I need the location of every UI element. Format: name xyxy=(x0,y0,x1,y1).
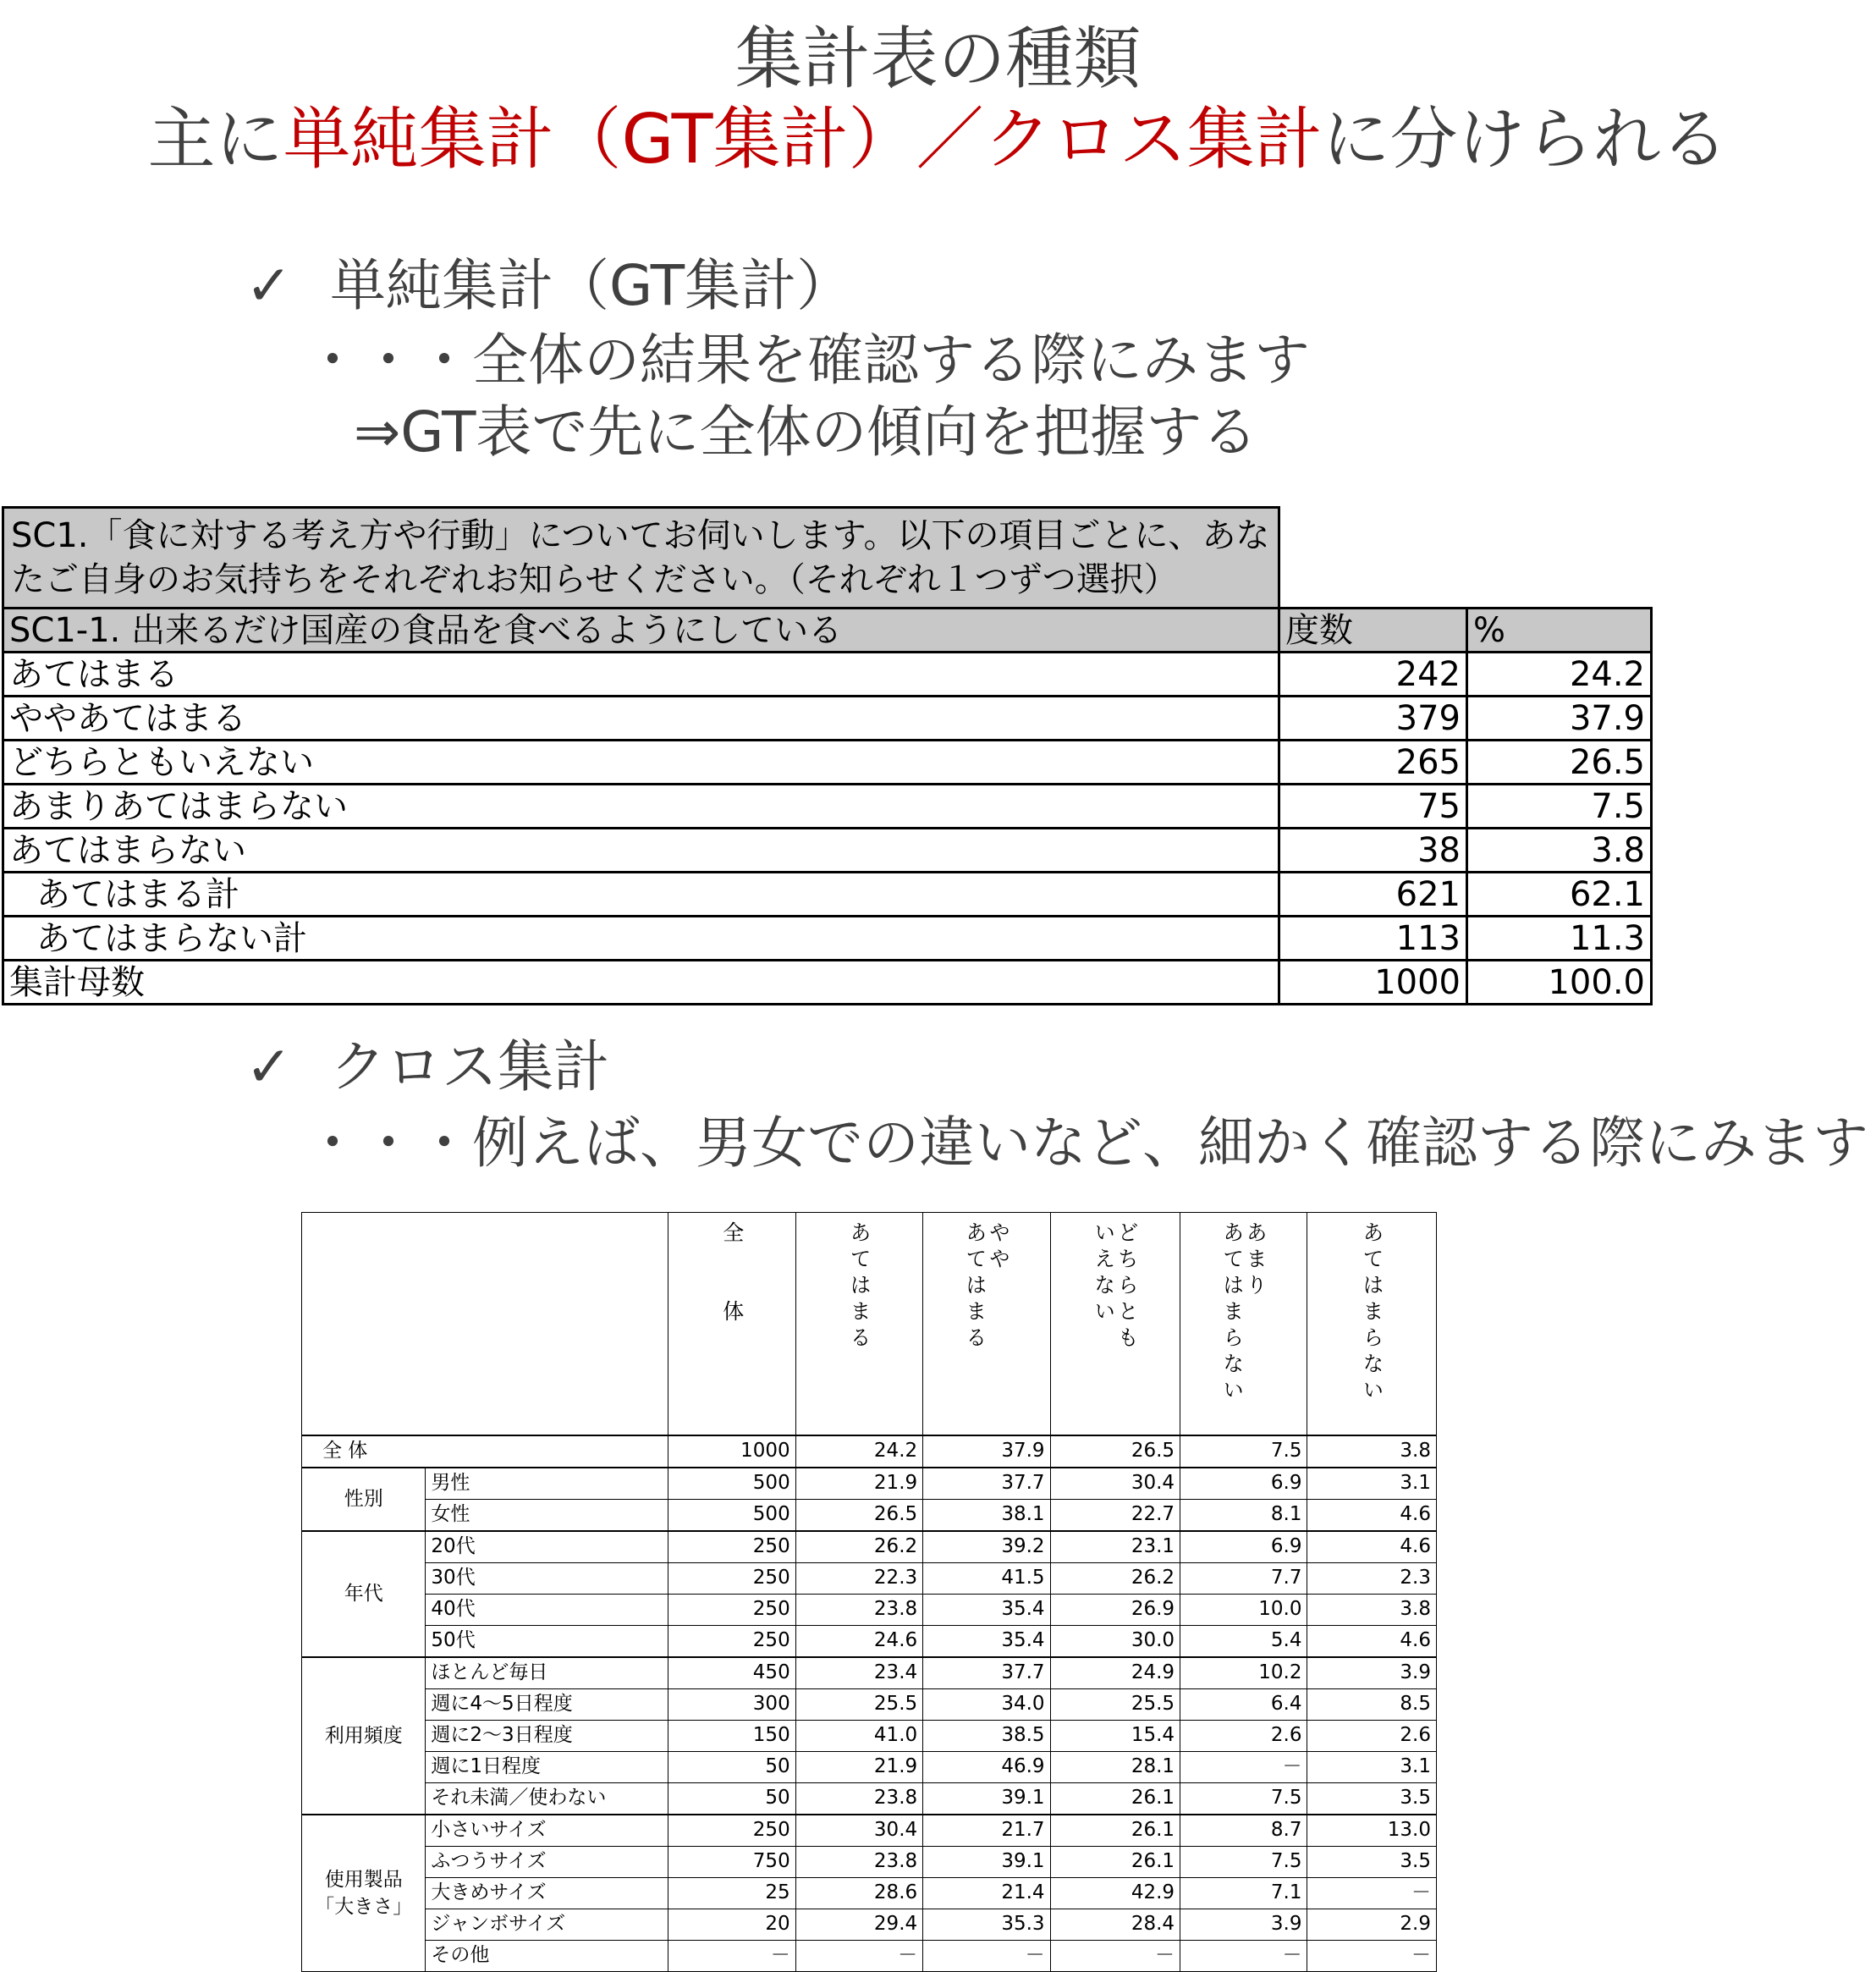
gt-row-label: ややあてはまる xyxy=(3,697,1279,741)
cross-row-value: － xyxy=(668,1941,795,1972)
cross-row-value: 38.1 xyxy=(923,1500,1050,1532)
cross-row-value: 3.5 xyxy=(1307,1783,1437,1815)
cross-total-value: 26.5 xyxy=(1050,1435,1180,1468)
cross-row-value: 6.9 xyxy=(1180,1531,1307,1563)
table-row xyxy=(302,1563,1437,1595)
gt-row-count: 38 xyxy=(1279,829,1467,873)
cross-row-value: 3.1 xyxy=(1307,1468,1437,1500)
cross-group-label: 性別 xyxy=(302,1468,426,1531)
gt-row-label: あてはまる xyxy=(3,653,1279,697)
cross-row-value: 35.4 xyxy=(923,1595,1050,1626)
table-row xyxy=(302,1909,1437,1941)
gt-row-count: 1000 xyxy=(1279,961,1467,1005)
cross-row-value: 5.4 xyxy=(1180,1626,1307,1658)
cross-row-value: 34.0 xyxy=(923,1689,1050,1721)
cross-row-value: 21.7 xyxy=(923,1815,1050,1847)
cross-row-value: 28.6 xyxy=(795,1878,922,1909)
cross-row-value: 10.2 xyxy=(1180,1657,1307,1689)
cross-row-value: 21.9 xyxy=(795,1468,922,1500)
cross-row-value: 23.8 xyxy=(795,1783,922,1815)
cross-row-label: 20代 xyxy=(426,1531,668,1563)
cross-row-label: それ未満／使わない xyxy=(426,1783,668,1815)
subtitle-highlight: 単純集計（GT集計）／クロス集計 xyxy=(283,100,1323,179)
cross-row-value: 250 xyxy=(668,1815,795,1847)
cross-col-header-text: あてはまらない xyxy=(1359,1221,1384,1405)
cross-row-value: 4.6 xyxy=(1307,1531,1437,1563)
cross-row-value: 41.5 xyxy=(923,1563,1050,1595)
cross-row-label: 30代 xyxy=(426,1563,668,1595)
cross-row-value: 21.9 xyxy=(795,1752,922,1783)
table-row xyxy=(3,741,1652,785)
cross-row-value: 25 xyxy=(668,1878,795,1909)
cross-row-value: 6.9 xyxy=(1180,1468,1307,1500)
cross-row-value: 22.3 xyxy=(795,1563,922,1595)
cross-row-value: 250 xyxy=(668,1563,795,1595)
cross-row-value: 2.9 xyxy=(1307,1909,1437,1941)
table-row xyxy=(302,1721,1437,1752)
cross-row-value: 22.7 xyxy=(1050,1500,1180,1532)
cross-row-value: 7.1 xyxy=(1180,1878,1307,1909)
cross-header-blank xyxy=(302,1213,668,1436)
cross-row-label: 週に4～5日程度 xyxy=(426,1689,668,1721)
cross-row-value: 26.2 xyxy=(795,1531,922,1563)
cross-row-value: 4.6 xyxy=(1307,1626,1437,1658)
cross-row-value: － xyxy=(923,1941,1050,1972)
cross-row-value: 38.5 xyxy=(923,1721,1050,1752)
checkmark-icon: ✓ xyxy=(245,253,293,318)
cross-row-value: 26.9 xyxy=(1050,1595,1180,1626)
gt-row-label: あてはまらない xyxy=(3,829,1279,873)
cross-row-value: 500 xyxy=(668,1500,795,1532)
table-row xyxy=(3,829,1652,873)
cross-row-value: 150 xyxy=(668,1721,795,1752)
gt-row-pct: 62.1 xyxy=(1467,873,1652,917)
cross-row-value: 50 xyxy=(668,1752,795,1783)
gt-question-row xyxy=(3,508,1652,609)
cross-row-value: 21.4 xyxy=(923,1878,1050,1909)
cross-row-value: 23.4 xyxy=(795,1657,922,1689)
cross-line1: ・・・例えば、男女での違いなど、細かく確認する際にみます xyxy=(305,1110,1868,1176)
table-row xyxy=(3,873,1652,917)
gt-col-count: 度数 xyxy=(1279,609,1467,653)
cross-col-header-text: どちらとも いえない xyxy=(1091,1221,1140,1352)
cross-total-value: 1000 xyxy=(668,1435,795,1468)
cross-group-label: 利用頻度 xyxy=(302,1657,426,1815)
cross-row-value: 500 xyxy=(668,1468,795,1500)
page-title: 集計表の種類 xyxy=(734,19,1142,98)
cross-total-row xyxy=(302,1435,1437,1468)
cross-row-label: ほとんど毎日 xyxy=(426,1657,668,1689)
gt-row-count: 379 xyxy=(1279,697,1467,741)
table-row xyxy=(302,1878,1437,1909)
cross-row-value: 35.3 xyxy=(923,1909,1050,1941)
gt-row-label: 集計母数 xyxy=(3,961,1279,1005)
page-subtitle xyxy=(0,100,1876,179)
cross-row-value: 8.5 xyxy=(1307,1689,1437,1721)
cross-total-value: 24.2 xyxy=(795,1435,922,1468)
cross-row-value: 20 xyxy=(668,1909,795,1941)
table-row xyxy=(302,1815,1437,1847)
table-row xyxy=(3,917,1652,961)
cross-row-value: － xyxy=(1180,1752,1307,1783)
cross-row-value: 7.5 xyxy=(1180,1783,1307,1815)
table-row xyxy=(3,653,1652,697)
gt-question: SC1.「食に対する考え方や行動」についてお伺いします。以下の項目ごとに、あなたご自身のお気持ちをそれぞれお知らせください。（それぞれ１つずつ選択） xyxy=(3,508,1279,609)
cross-row-label: 女性 xyxy=(426,1500,668,1532)
cross-row-value: 25.5 xyxy=(795,1689,922,1721)
gt-row-label: あてはまる計 xyxy=(3,873,1279,917)
table-row xyxy=(302,1468,1437,1500)
subtitle-suffix: に分けられる xyxy=(1322,100,1729,179)
table-row xyxy=(302,1626,1437,1658)
cross-row-value: 8.1 xyxy=(1180,1500,1307,1532)
cross-row-value: 250 xyxy=(668,1531,795,1563)
cross-row-value: 750 xyxy=(668,1847,795,1878)
table-row xyxy=(302,1595,1437,1626)
gt-item: SC1-1. 出来るだけ国産の食品を食べるようにしている xyxy=(3,609,1279,653)
table-row xyxy=(302,1847,1437,1878)
table-row xyxy=(302,1657,1437,1689)
gt-heading xyxy=(245,253,853,318)
cross-row-value: 8.7 xyxy=(1180,1815,1307,1847)
gt-col-pct: % xyxy=(1467,609,1652,653)
gt-row-label: あまりあてはまらない xyxy=(3,785,1279,829)
cross-row-value: 26.5 xyxy=(795,1500,922,1532)
subtitle-prefix: 主に xyxy=(147,100,283,179)
table-row xyxy=(302,1783,1437,1815)
cross-row-label: ふつうサイズ xyxy=(426,1847,668,1878)
gt-header-row xyxy=(3,609,1652,653)
gt-heading-text: 単純集計（GT集計） xyxy=(330,253,853,318)
cross-row-value: 46.9 xyxy=(923,1752,1050,1783)
cross-row-value: 26.2 xyxy=(1050,1563,1180,1595)
cross-row-label: その他 xyxy=(426,1941,668,1972)
cross-row-value: 3.9 xyxy=(1307,1657,1437,1689)
cross-row-value: 3.9 xyxy=(1180,1909,1307,1941)
cross-row-value: － xyxy=(795,1941,922,1972)
cross-row-value: 23.8 xyxy=(795,1847,922,1878)
cross-row-value: 30.4 xyxy=(1050,1468,1180,1500)
gt-row-pct: 24.2 xyxy=(1467,653,1652,697)
cross-row-value: － xyxy=(1050,1941,1180,1972)
cross-row-value: 26.1 xyxy=(1050,1783,1180,1815)
gt-row-label: あてはまらない計 xyxy=(3,917,1279,961)
cross-row-value: 6.4 xyxy=(1180,1689,1307,1721)
cross-table xyxy=(301,1212,1437,1972)
cross-row-value: 2.6 xyxy=(1180,1721,1307,1752)
table-row xyxy=(302,1531,1437,1563)
cross-row-value: 3.8 xyxy=(1307,1595,1437,1626)
cross-row-value: 2.6 xyxy=(1307,1721,1437,1752)
gt-row-pct: 11.3 xyxy=(1467,917,1652,961)
cross-row-value: 13.0 xyxy=(1307,1815,1437,1847)
gt-row-pct: 7.5 xyxy=(1467,785,1652,829)
cross-row-value: 23.8 xyxy=(795,1595,922,1626)
cross-row-value: 7.7 xyxy=(1180,1563,1307,1595)
cross-row-value: 2.3 xyxy=(1307,1563,1437,1595)
cross-row-value: 50 xyxy=(668,1783,795,1815)
cross-row-value: 28.4 xyxy=(1050,1909,1180,1941)
cross-row-value: 41.0 xyxy=(795,1721,922,1752)
cross-row-value: 26.1 xyxy=(1050,1847,1180,1878)
cross-row-value: 29.4 xyxy=(795,1909,922,1941)
table-row xyxy=(302,1941,1437,1972)
cross-header-row xyxy=(302,1213,1437,1436)
cross-row-value: 35.4 xyxy=(923,1626,1050,1658)
cross-row-value: 39.1 xyxy=(923,1783,1050,1815)
cross-row-label: 大きめサイズ xyxy=(426,1878,668,1909)
cross-row-label: 週に2～3日程度 xyxy=(426,1721,668,1752)
cross-row-value: 15.4 xyxy=(1050,1721,1180,1752)
cross-group-label: 年代 xyxy=(302,1531,426,1657)
cross-total-value: 3.8 xyxy=(1307,1435,1437,1468)
gt-row-count: 75 xyxy=(1279,785,1467,829)
cross-row-value: 3.1 xyxy=(1307,1752,1437,1783)
table-row xyxy=(302,1500,1437,1532)
table-row xyxy=(3,785,1652,829)
cross-row-value: 26.1 xyxy=(1050,1815,1180,1847)
cross-total-label: 全 体 xyxy=(302,1435,668,1468)
cross-col-header-text: やや あてはまる xyxy=(962,1221,1011,1352)
gt-table xyxy=(2,506,1653,1005)
cross-row-value: 42.9 xyxy=(1050,1878,1180,1909)
gt-line2: ⇒GT表で先に全体の傾向を把握する xyxy=(354,399,1258,465)
cross-row-label: 週に1日程度 xyxy=(426,1752,668,1783)
cross-col-header-text: あてはまる xyxy=(847,1221,872,1352)
gt-row-pct: 3.8 xyxy=(1467,829,1652,873)
cross-row-value: － xyxy=(1180,1941,1307,1972)
gt-row-count: 113 xyxy=(1279,917,1467,961)
cross-row-value: 250 xyxy=(668,1595,795,1626)
gt-row-pct: 26.5 xyxy=(1467,741,1652,785)
gt-row-label: どちらともいえない xyxy=(3,741,1279,785)
cross-row-value: 3.5 xyxy=(1307,1847,1437,1878)
cross-col-header xyxy=(1050,1213,1180,1436)
cross-col-header xyxy=(795,1213,922,1436)
cross-col-header xyxy=(668,1213,795,1436)
cross-row-value: 10.0 xyxy=(1180,1595,1307,1626)
gt-line1: ・・・全体の結果を確認する際にみます xyxy=(305,328,1310,393)
table-row xyxy=(3,961,1652,1005)
cross-col-header-text: 全 体 xyxy=(719,1221,745,1326)
cross-col-header xyxy=(1307,1213,1437,1436)
cross-row-label: 40代 xyxy=(426,1595,668,1626)
gt-row-pct: 100.0 xyxy=(1467,961,1652,1005)
cross-row-value: 39.2 xyxy=(923,1531,1050,1563)
gt-row-count: 265 xyxy=(1279,741,1467,785)
cross-row-value: 450 xyxy=(668,1657,795,1689)
cross-row-value: 28.1 xyxy=(1050,1752,1180,1783)
cross-row-label: 小さいサイズ xyxy=(426,1815,668,1847)
cross-heading-text: クロス集計 xyxy=(330,1034,609,1099)
cross-row-label: 男性 xyxy=(426,1468,668,1500)
cross-row-value: 24.6 xyxy=(795,1626,922,1658)
cross-row-value: 4.6 xyxy=(1307,1500,1437,1532)
cross-heading xyxy=(245,1034,609,1099)
cross-row-value: 25.5 xyxy=(1050,1689,1180,1721)
checkmark-icon: ✓ xyxy=(245,1034,293,1099)
gt-row-count: 242 xyxy=(1279,653,1467,697)
cross-col-header xyxy=(923,1213,1050,1436)
table-row xyxy=(302,1752,1437,1783)
gt-row-pct: 37.9 xyxy=(1467,697,1652,741)
cross-row-value: － xyxy=(1307,1878,1437,1909)
cross-row-value: 250 xyxy=(668,1626,795,1658)
gt-row-count: 621 xyxy=(1279,873,1467,917)
cross-row-value: 39.1 xyxy=(923,1847,1050,1878)
cross-row-value: 7.5 xyxy=(1180,1847,1307,1878)
cross-row-value: 24.9 xyxy=(1050,1657,1180,1689)
cross-row-label: 50代 xyxy=(426,1626,668,1658)
cross-row-label: ジャンボサイズ xyxy=(426,1909,668,1941)
cross-group-label: 使用製品「大きさ」 xyxy=(302,1815,426,1972)
cross-col-header xyxy=(1180,1213,1307,1436)
cross-col-header-text: あまり あてはまらない xyxy=(1219,1221,1268,1405)
table-row xyxy=(3,697,1652,741)
cross-row-value: 30.0 xyxy=(1050,1626,1180,1658)
cross-total-value: 37.9 xyxy=(923,1435,1050,1468)
cross-row-value: 300 xyxy=(668,1689,795,1721)
cross-total-value: 7.5 xyxy=(1180,1435,1307,1468)
cross-row-value: 37.7 xyxy=(923,1468,1050,1500)
cross-row-value: 30.4 xyxy=(795,1815,922,1847)
cross-row-value: 37.7 xyxy=(923,1657,1050,1689)
table-row xyxy=(302,1689,1437,1721)
cross-row-value: 23.1 xyxy=(1050,1531,1180,1563)
cross-row-value: － xyxy=(1307,1941,1437,1972)
